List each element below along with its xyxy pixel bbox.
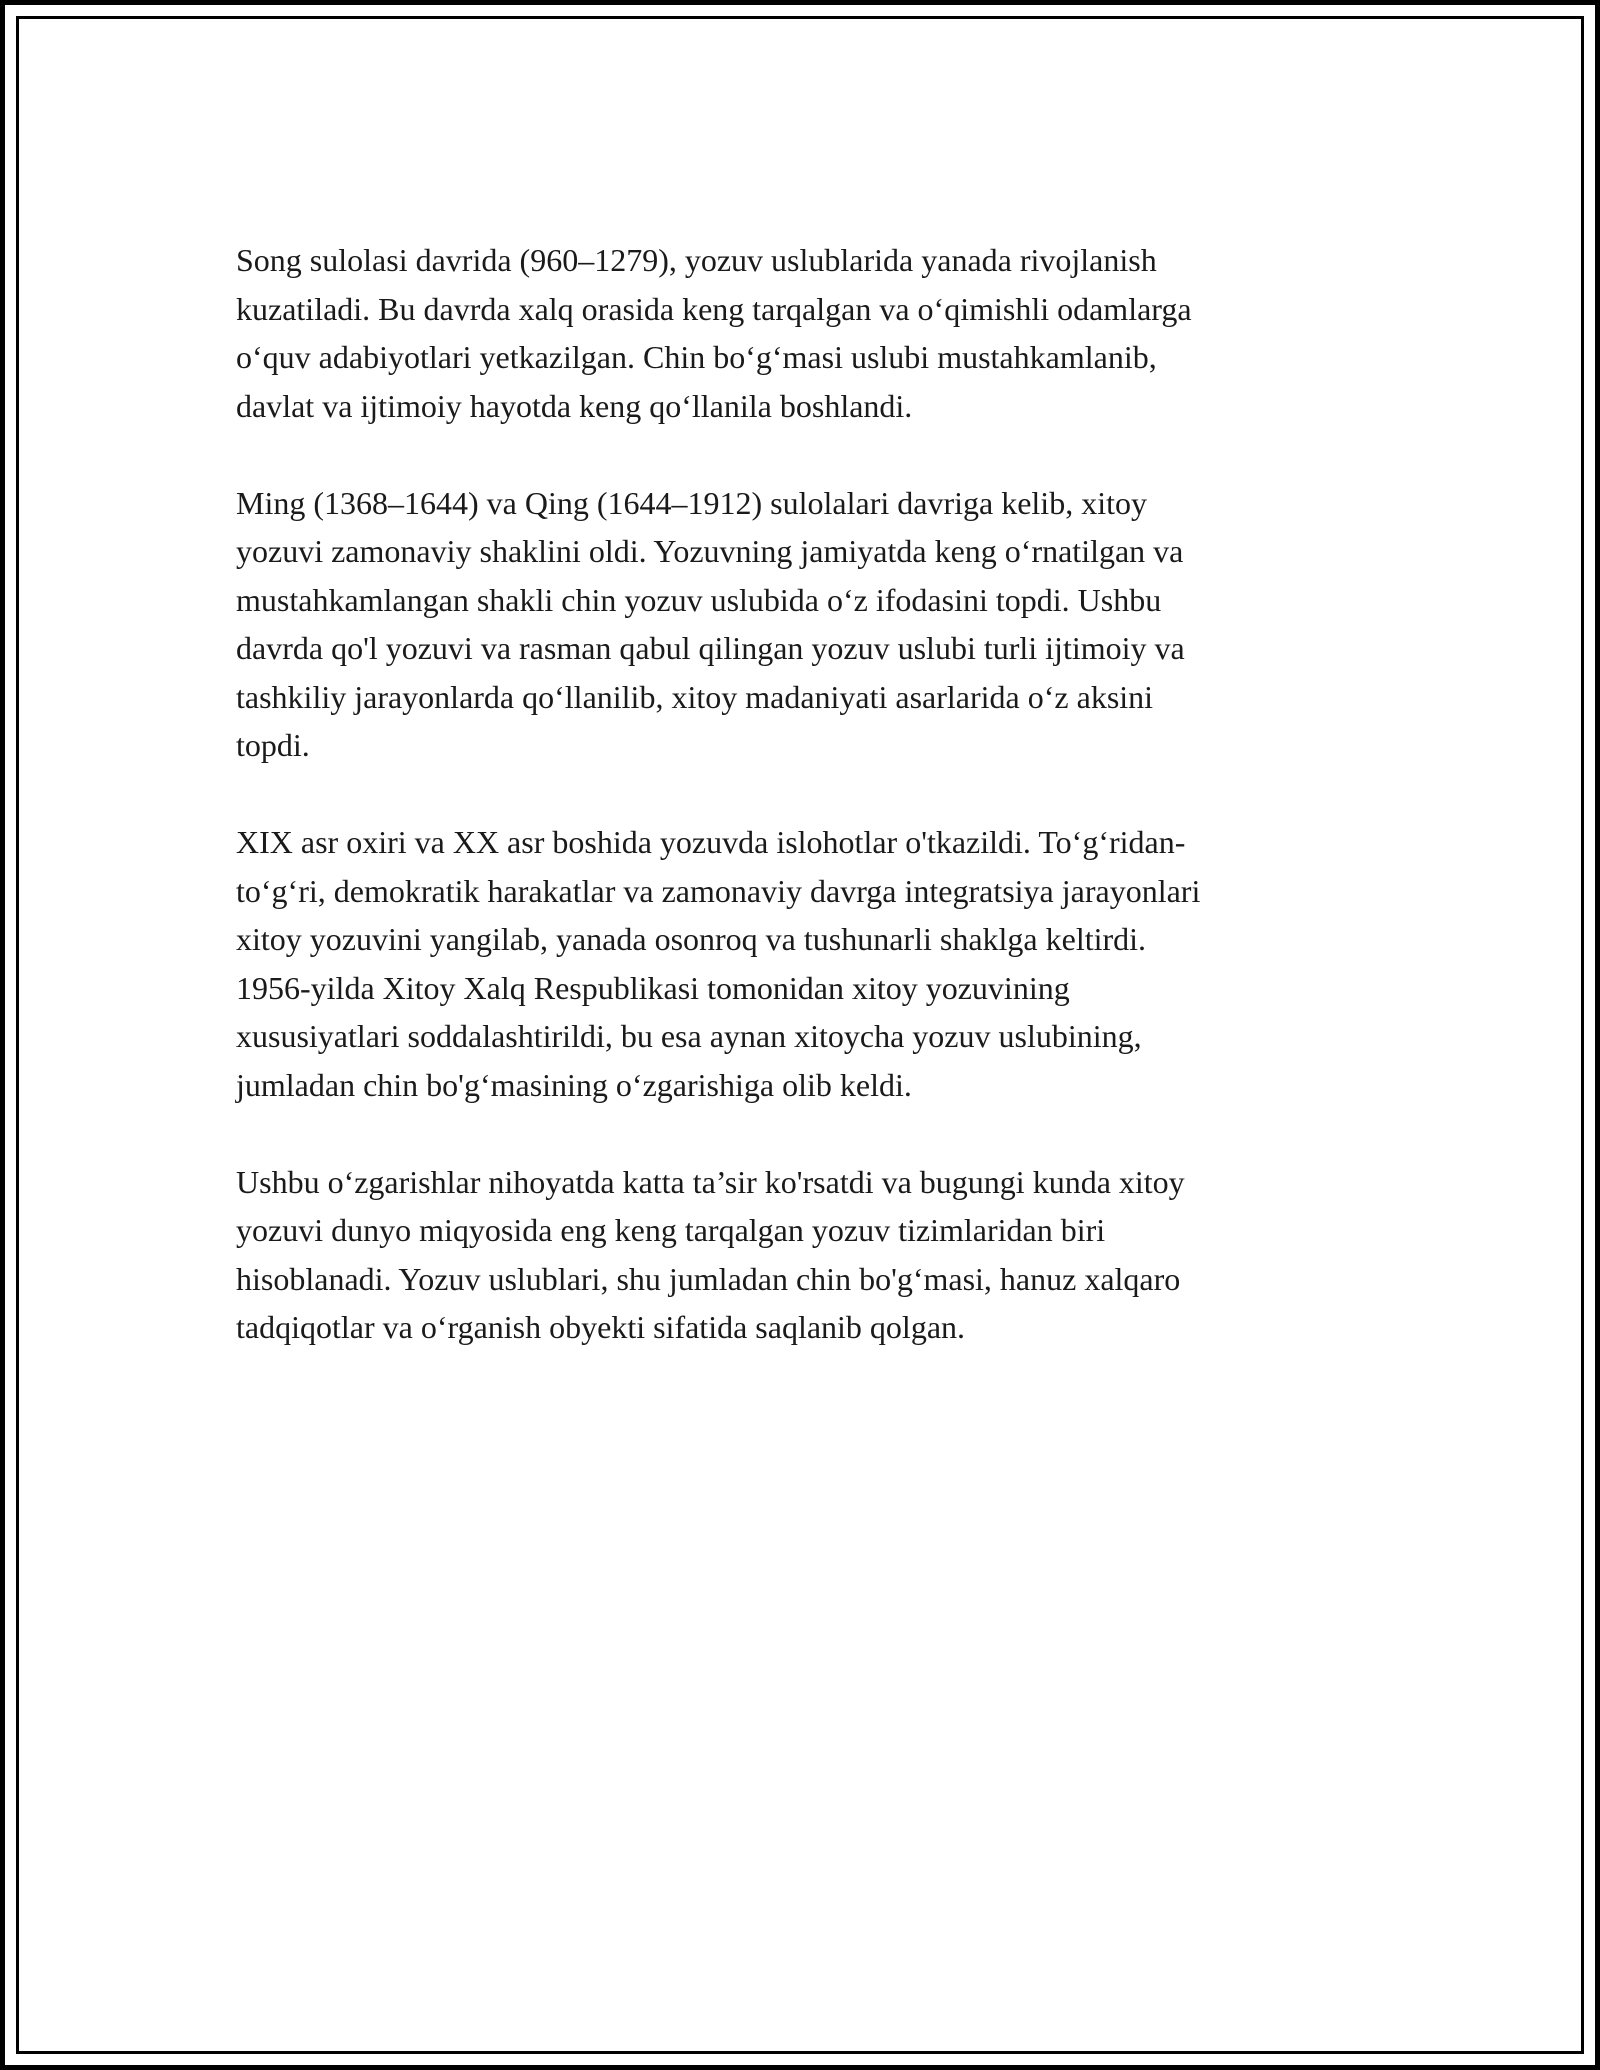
paragraph-writing-reforms: XIX asr oxiri va XX asr boshida yozuvda islohotlar o'tkazildi. To‘g‘ridan- to‘g‘ri, demokratik harakatlar va zamonaviy davrga integratsiya jarayonlari xitoy yozuvini yangilab, yanada osonroq va tushunarli shaklga keltirdi. 1956-yilda Xitoy Xalq Respublikasi tomonidan xitoy yozuvining xususiyatlari soddalashtirildi, bu esa aynan xitoycha yozuv uslubining, jumladan chin bo'g‘masining o‘zgarishiga olib keldi. — [236, 824, 1201, 1103]
paragraph-modern-impact: Ushbu o‘zgarishlar nihoyatda katta ta’sir ko'rsatdi va bugungi kunda xitoy yozuvi dunyo miqyosida eng keng tarqalgan yozuv tizimlaridan biri hisoblanadi. Yozuv uslublari, shu jumladan chin bo'g‘masi, hanuz xalqaro tadqiqotlar va o‘rganish obyekti sifatida saqlanib qolgan. — [236, 1163, 1185, 1345]
paragraph-song-dynasty: Song sulolasi davrida (960–1279), yozuv uslublarida yanada rivojlanish kuzatiladi. Bu davrda xalq orasida keng tarqalgan va o‘qimishli odamlarga o‘quv adabiyotlari yetkazilgan. Chin bo‘g‘masi uslubi mustahkamlanib, davlat va ijtimoiy hayotda keng qo‘llanila boshlandi. — [236, 242, 1192, 424]
document-body — [236, 236, 1356, 1352]
paragraph-ming-qing-dynasties: Ming (1368–1644) va Qing (1644–1912) sulolalari davriga kelib, xitoy yozuvi zamonaviy shaklini oldi. Yozuvning jamiyatda keng o‘rnatilgan va mustahkamlangan shakli chin yozuv uslubida o‘z ifodasini topdi. Ushbu davrda qo'l yozuvi va rasman qabul qilingan yozuv uslubi turli ijtimoiy va tashkiliy jarayonlarda qo‘llanilib, xitoy madaniyati asarlarida o‘z aksini topdi. — [236, 484, 1185, 763]
